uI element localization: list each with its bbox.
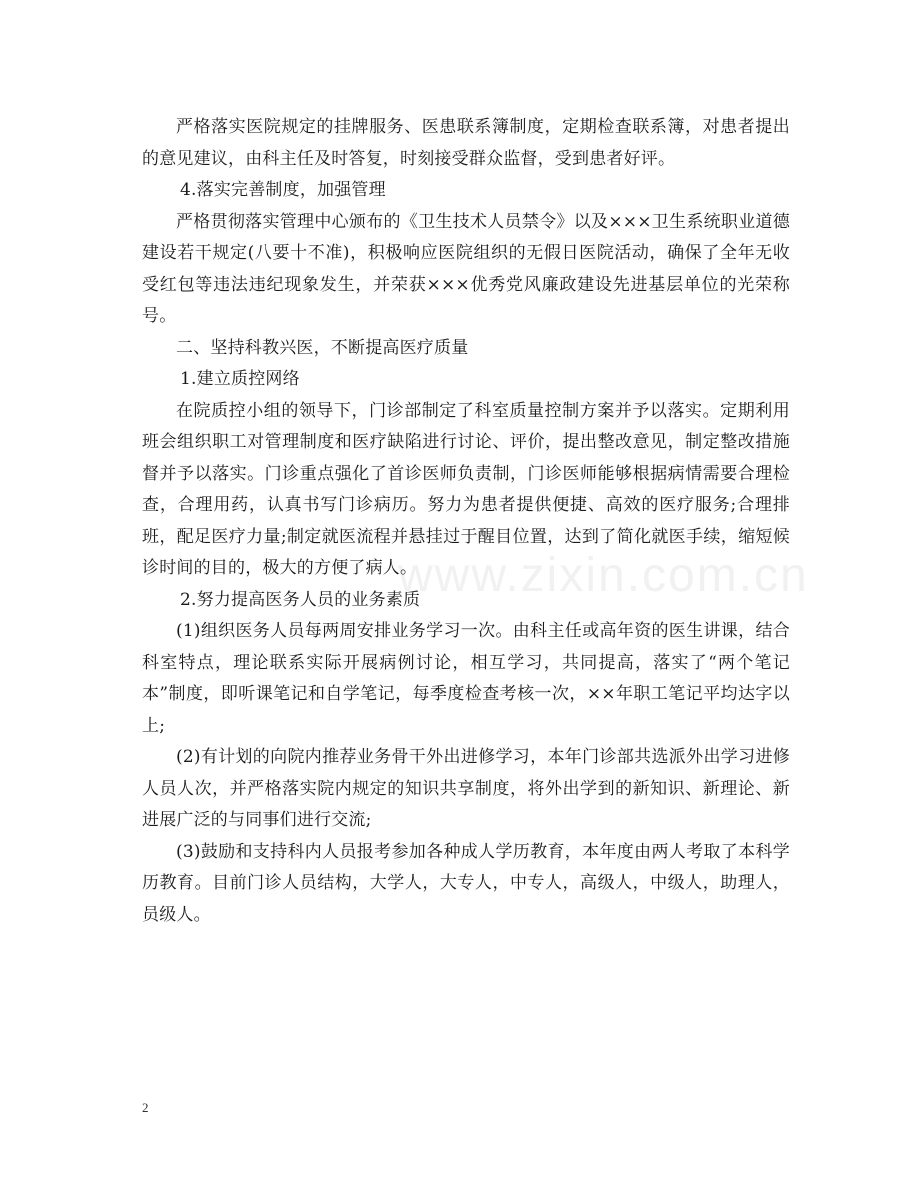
section-heading: 4.落实完善制度，加强管理 [180,180,386,200]
section-heading: 2.努力提高医务人员的业务素质 [180,589,421,610]
section-heading: 1.建立质控网络 [180,369,300,389]
paragraph: 在院质控小组的领导下，门诊部制定了科室质量控制方案并予以落实。定期利用班会组织职工对管理制度和医疗缺陷进行讨论、评价，提出整改意见，制定整改措施督并予以落实。门诊重点强化了首诊医师负责制，门诊医师能够根据病情需要合理检查，合理用药，认真书写门诊病历。努力为患者提供便捷、高效的医疗服务;合理排班，配足医疗力量;制定就医流程并悬挂过于醒目位置，达到了简化就医手续，缩短候诊时间的目的，极大的方便了病人。 [142,400,790,578]
document-body [142,112,790,931]
page-number: 2 [142,1100,149,1115]
paragraph: 严格贯彻落实管理中心颁布的《卫生技术人员禁令》以及×××卫生系统职业道德建设若干规定(八要十不准)，积极响应医院组织的无假日医院活动，确保了全年无收受红包等违法违纪现象发生，并荣获×××优秀党风廉政建设先进基层单位的光荣称号。 [142,211,790,326]
watermark: www.zixin.com.cn [398,549,809,602]
paragraph: (1)组织医务人员每两周安排业务学习一次。由科主任或高年资的医生讲课，结合科室特点，理论联系实际开展病例讨论，相互学习，共同提高，落实了“两个笔记本”制度，即听课笔记和自学笔记，每季度检查考核一次，××年职工笔记平均达字以上; [142,621,790,736]
paragraph: 严格落实医院规定的挂牌服务、医患联系簿制度，定期检查联系簿，对患者提出的意见建议，由科主任及时答复，时刻接受群众监督，受到患者好评。 [142,117,790,169]
paragraph: (3)鼓励和支持科内人员报考参加各种成人学历教育，本年度由两人考取了本科学历教育。目前门诊人员结构，大学人，大专人，中专人，高级人，中级人，助理人，员级人。 [142,841,790,925]
paragraph: (2)有计划的向院内推荐业务骨干外出进修学习，本年门诊部共选派外出学习进修人员人次，并严格落实院内规定的知识共享制度，将外出学到的新知识、新理论、新进展广泛的与同事们进行交流; [142,747,790,830]
chapter-heading: 二、坚持科教兴医，不断提高医疗质量 [176,337,469,358]
